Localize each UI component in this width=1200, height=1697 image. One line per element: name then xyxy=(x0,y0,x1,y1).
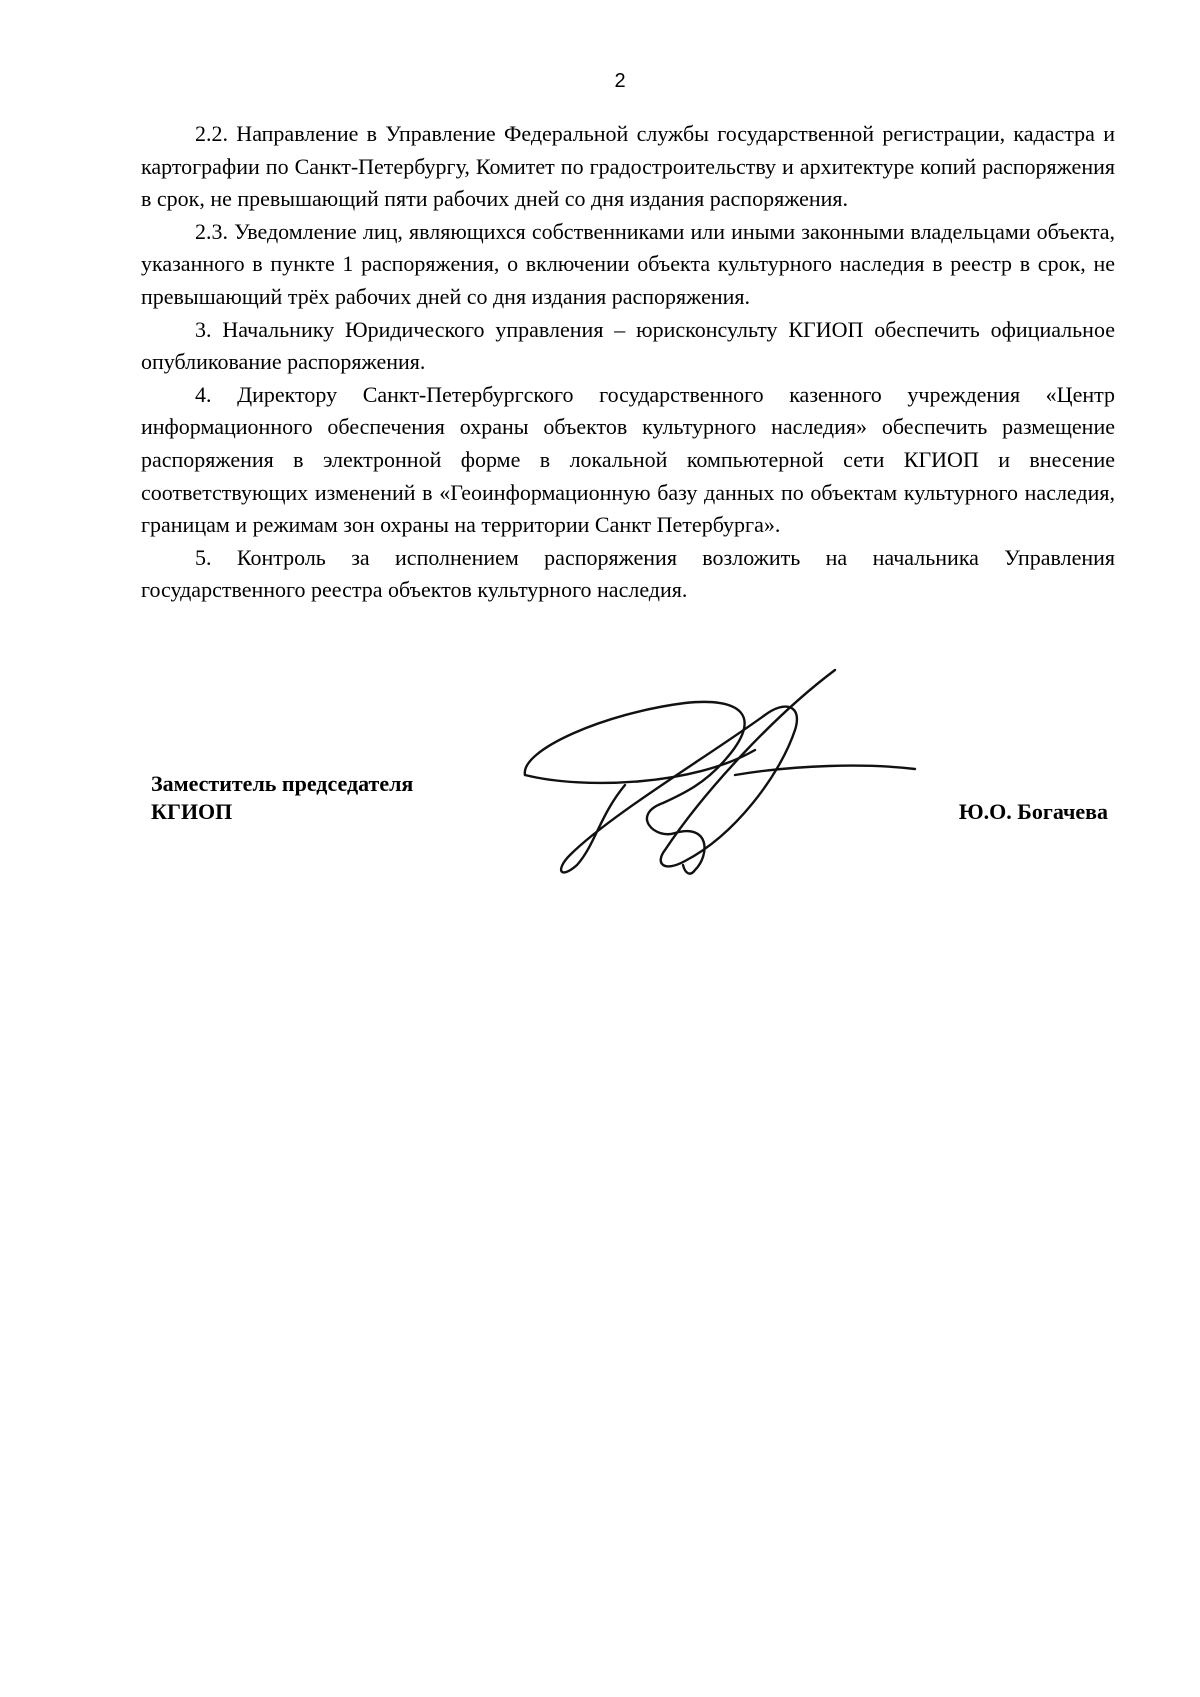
paragraph-2-2: 2.2. Направление в Управление Федеральной службы государственной регистрации, кадастра и картографии по Санкт-Петербургу, Комитет по градостроительству и архитектуре копий распоряжения в срок, не превышающий пяти рабочих дней со дня издания распоряжения. xyxy=(141,121,1115,212)
signer-position-line2: КГИОП xyxy=(151,799,233,824)
page-number: 2 xyxy=(614,70,626,92)
signer-position xyxy=(151,770,413,826)
paragraph-2-3: 2.3. Уведомление лиц, являющихся собственниками или иными законными владельцами объекта, указанного в пункте 1 распоряжения, о включении объекта культурного наследия в реестр в срок, не превышающий трёх рабочих дней со дня издания распоряжения. xyxy=(141,218,1115,309)
signer-position-line1: Заместитель председателя xyxy=(151,771,414,796)
paragraph-5: 5. Контроль за исполнением распоряжения возложить на начальника Управления государственного реестра объектов культурного наследия. xyxy=(141,544,1115,603)
handwritten-signature xyxy=(515,665,925,875)
paragraph-4: 4. Директору Санкт-Петербургского государственного казенного учреждения «Центр информационного обеспечения охраны объектов культурного наследия» обеспечить размещение распоряжения в электронной форме в локальной компьютерной сети КГИОП и внесение соответствующих изменений в «Геоинформационную базу данных по объектам культурного наследия, границам и режимам зон охраны на территории Санкт Петербурга». xyxy=(141,381,1115,538)
document-body xyxy=(141,118,1115,607)
signer-name: Ю.О. Богачева xyxy=(958,799,1108,824)
paragraph-3: 3. Начальнику Юридического управления – юрисконсульту КГИОП обеспечить официальное опубликование распоряжения. xyxy=(141,316,1115,375)
